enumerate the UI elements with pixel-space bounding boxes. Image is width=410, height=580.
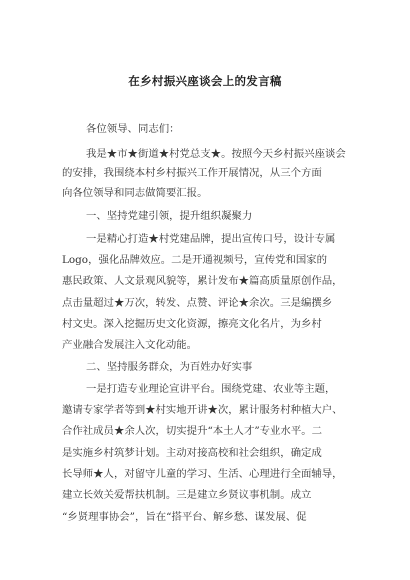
paragraph-line: 一是精心打造★村党建品牌，提出宣传口号，设计专属 — [86, 233, 336, 245]
paragraph-line: 点击量超过★万次，转发、点赞、评论★余次。三是编撰乡 — [62, 297, 333, 309]
paragraph-line: Logo，强化品牌效应。二是开通视频号，宣传党和国家的 — [62, 254, 328, 266]
paragraph-line: 村文史。深入挖掘历史文化资源，擦亮文化名片，为乡村 — [62, 318, 322, 330]
paragraph-line: 建立长效关爱帮扶机制。三是建立乡贤议事机制。成立 — [62, 489, 312, 501]
paragraph-line: 合作社成员★余人次，切实提升“本土人才”专业水平。二 — [62, 425, 322, 437]
salutation: 各位领导、同志们： — [86, 123, 180, 135]
paragraph-line: “乡贤理事协会”，旨在“搭平台、解乡愁、谋发展、促 — [62, 511, 307, 523]
paragraph-line: 是实施乡村筑梦计划。主动对接高校和社会组织，确定成 — [62, 447, 322, 459]
paragraph-line: 邀请专家学者等到★村实地开讲★次，累计服务村种植大户、 — [62, 404, 343, 416]
paragraph-line: 产业融合发展注入文化动能。 — [62, 339, 198, 351]
section-heading: 二、坚持服务群众，为百姓办好实事 — [86, 361, 253, 373]
paragraph-line: 的安排，我围绕本村乡村振兴工作开展情况，从三个方面 — [62, 167, 322, 179]
paragraph-line: 一是打造专业理论宣讲平台。围绕党建、农业等主题， — [86, 383, 336, 395]
section-heading: 一、坚持党建引领，提升组织凝聚力 — [86, 210, 253, 222]
paragraph-line: 向各位领导和同志做简要汇报。 — [62, 187, 208, 199]
paragraph-line: 长导师★人，对留守儿童的学习、生活、心理进行全面辅导， — [62, 468, 343, 480]
paragraph-line: 我是★市★街道★村党总支★。按照今天乡村振兴座谈会 — [86, 148, 346, 160]
paragraph-line: 惠民政策、人文景观风貌等，累计发布★篇高质量原创作品， — [62, 275, 343, 287]
document-title: 在乡村振兴座谈会上的发言稿 — [128, 74, 282, 88]
